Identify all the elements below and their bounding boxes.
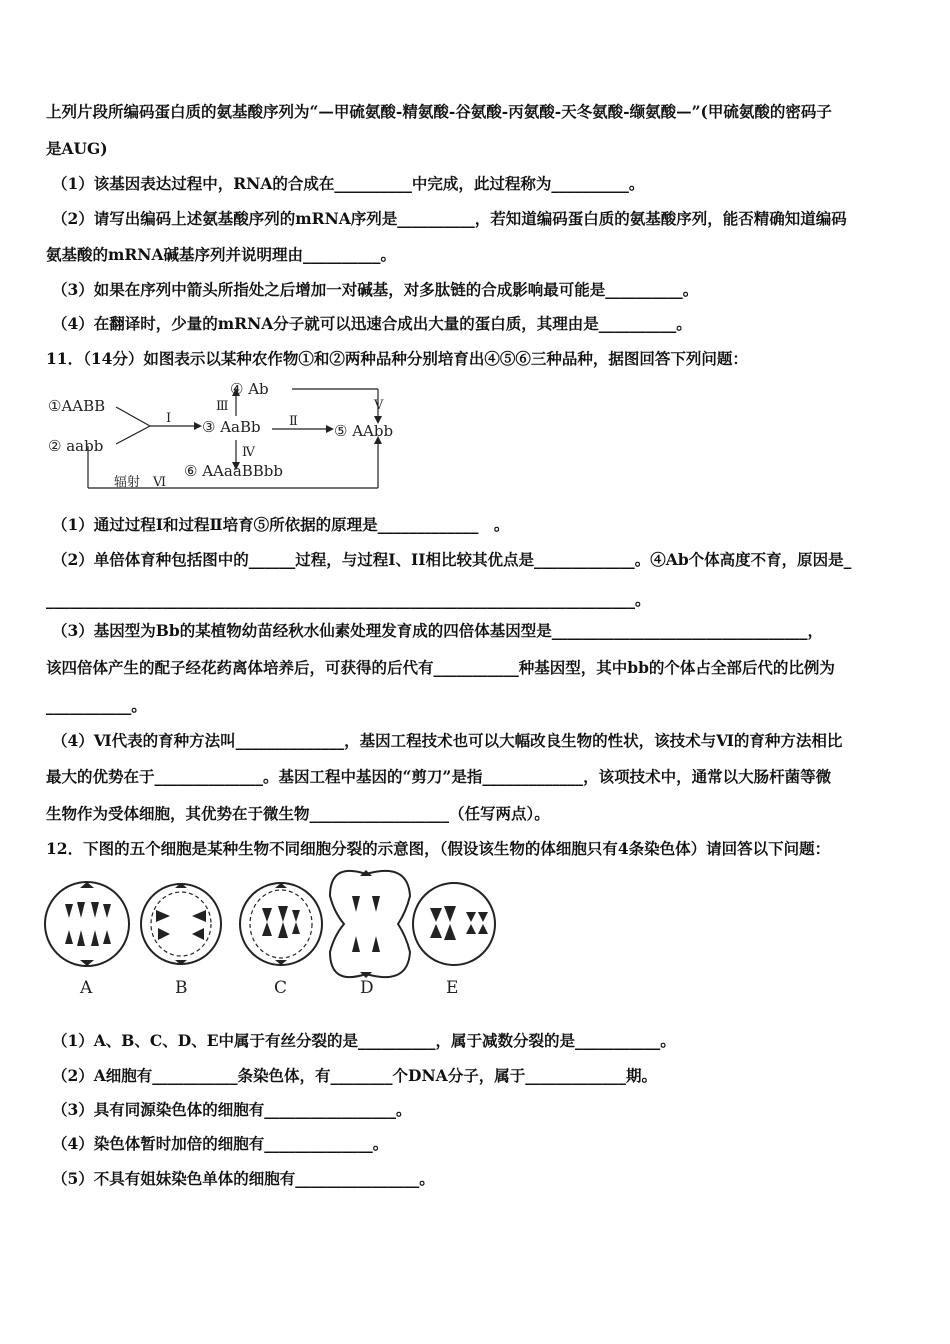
question-12-stem: 12．下图的五个细胞是某种生物不同细胞分裂的示意图，（假设该生物的体细胞只有4条染色体）请回答以下问题： <box>46 839 831 858</box>
text-line: ___________。 <box>46 696 147 715</box>
text-line: 是AUG) <box>46 139 108 158</box>
process-3-label: Ⅲ <box>216 399 229 414</box>
breeding-diagram <box>44 378 414 496</box>
question-11-4: （4）Ⅵ代表的育种方法叫______________，基因工程技术也可以大幅改良生物的性状，该技术与Ⅵ的育种方法相比 <box>52 731 843 750</box>
question-10-4: （4）在翻译时，少量的mRNA分子就可以迅速合成出大量的蛋白质，其理由是__________。 <box>52 314 692 333</box>
question-10-1: （1）该基因表达过程中，RNA的合成在__________中完成，此过程称为__________。 <box>52 174 645 193</box>
question-12-1: （1）A、B、C、D、E中属于有丝分裂的是__________，属于减数分裂的是___________。 <box>52 1031 676 1050</box>
process-5-label: Ⅴ <box>374 398 384 413</box>
question-11-1: （1）通过过程Ⅰ和过程Ⅱ培育⑤所依据的原理是_____________ 。 <box>52 515 510 534</box>
cell-label-a: A <box>80 978 93 998</box>
question-11-stem: 11．（14分）如图表示以某种农作物①和②两种品种分别培育出④⑤⑥三种品种，据图回答下列问题： <box>46 349 748 368</box>
cell-label-c: C <box>274 978 288 998</box>
question-10-2: （2）请写出编码上述氨基酸序列的mRNA序列是__________，若知道编码蛋白质的氨基酸序列，能否精确知道编码 <box>52 209 847 228</box>
variety-4-label: ④ Ab <box>230 380 269 398</box>
text-line: 最大的优势在于______________。基因工程中基因的“剪刀”是指_____________，该项技术中，通常以大肠杆菌等微 <box>46 767 832 786</box>
process-2-label: Ⅱ <box>289 414 298 429</box>
question-11-3: （3）基因型为Bb的某植物幼苗经秋水仙素处理发育成的四倍体基因型是_________________________________， <box>52 621 823 640</box>
cell-label-b: B <box>175 978 188 998</box>
process-1-label: Ⅰ <box>166 411 172 426</box>
cell-label-d: D <box>360 978 374 998</box>
cell-label-e: E <box>446 978 459 998</box>
variety-3-label: ③ AaBb <box>202 418 261 436</box>
question-12-2: （2）A细胞有___________条染色体，有________个DNA分子，属于_____________期。 <box>52 1066 657 1085</box>
answer-blank-line: ____________________________________________________________________________。 <box>46 590 651 609</box>
variety-2-label: ② aabb <box>48 437 104 455</box>
process-6-label: 辐射 Ⅵ <box>114 475 167 490</box>
variety-6-label: ⑥ AAaaBBbb <box>184 462 284 480</box>
question-12-3: （3）具有同源染色体的细胞有_________________。 <box>52 1100 412 1119</box>
question-10-3: （3）如果在序列中箭头所指处之后增加一对碱基，对多肽链的合成影响最可能是__________。 <box>52 280 699 299</box>
variety-5-label: ⑤ AAbb <box>334 422 394 440</box>
question-12-4: （4）染色体暂时加倍的细胞有______________。 <box>52 1134 389 1153</box>
process-4-label: Ⅳ <box>242 445 255 460</box>
variety-1-label: ①AABB <box>48 397 106 415</box>
question-11-2: （2）单倍体育种包括图中的______过程，与过程I、II相比较其优点是_____________。④Ab个体高度不育，原因是_ <box>52 550 852 569</box>
text-line: 生物作为受体细胞，其优势在于微生物__________________（任写两点）。 <box>46 804 550 823</box>
text-line: 上列片段所编码蛋白质的氨基酸序列为“—甲硫氨酸-精氨酸-谷氨酸-丙氨酸-天冬氨酸-缬氨酸—”(甲硫氨酸的密码子 <box>46 102 832 121</box>
question-12-5: （5）不具有姐妹染色单体的细胞有________________。 <box>52 1169 435 1188</box>
text-line: 氨基酸的mRNA碱基序列并说明理由__________。 <box>46 245 396 264</box>
cell-division-figure <box>40 866 500 1002</box>
text-line: 该四倍体产生的配子经花药离体培养后，可获得的后代有___________种基因型，其中bb的个体占全部后代的比例为 <box>46 658 835 677</box>
